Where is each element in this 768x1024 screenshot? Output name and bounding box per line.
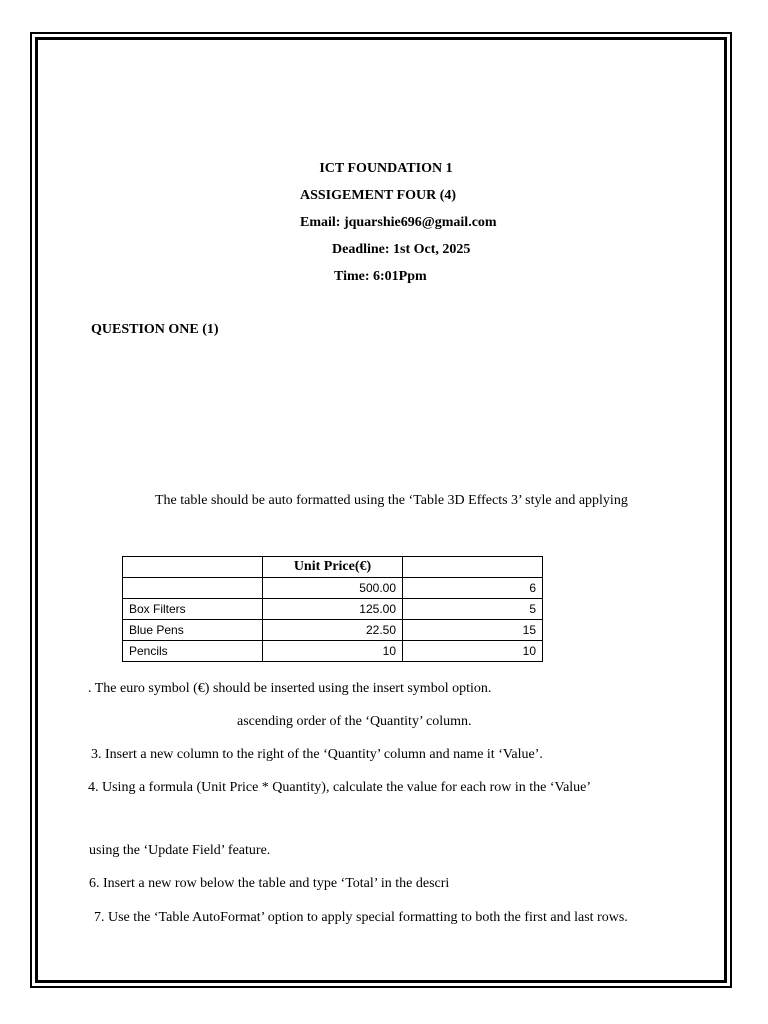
page-border-inner xyxy=(35,37,727,983)
table-header-cell xyxy=(123,557,263,578)
table-cell: 500.00 xyxy=(263,578,403,599)
table-cell: Blue Pens xyxy=(123,620,263,641)
instruction-line: 7. Use the ‘Table AutoFormat’ option to apply special formatting to both the first and last rows. xyxy=(94,910,628,925)
table-cell xyxy=(123,578,263,599)
instruction-line: ascending order of the ‘Quantity’ column. xyxy=(237,714,472,729)
table-cell: 5 xyxy=(403,599,543,620)
instruction-line: using the ‘Update Field’ feature. xyxy=(89,843,271,858)
time-line: Time: 6:01Ppm xyxy=(334,269,427,284)
table-cell: 6 xyxy=(403,578,543,599)
email-line: Email: jquarshie696@gmail.com xyxy=(300,215,497,230)
table-row xyxy=(123,599,543,620)
table-header-cell: Unit Price(€) xyxy=(263,557,403,578)
instruction-intro: The table should be auto formatted using the ‘Table 3D Effects 3’ style and applying xyxy=(155,493,628,508)
table-cell: Pencils xyxy=(123,641,263,662)
price-table xyxy=(122,556,543,662)
table-header-row xyxy=(123,557,543,578)
table-row xyxy=(123,641,543,662)
question-heading: QUESTION ONE (1) xyxy=(91,322,219,337)
instruction-line: . The euro symbol (€) should be inserted using the insert symbol option. xyxy=(88,681,492,696)
table-cell: 15 xyxy=(403,620,543,641)
instruction-line: 6. Insert a new row below the table and type ‘Total’ in the descri xyxy=(89,876,450,891)
deadline-line: Deadline: 1st Oct, 2025 xyxy=(332,242,471,257)
table-cell: 10 xyxy=(403,641,543,662)
table-header-cell xyxy=(403,557,543,578)
course-title: ICT FOUNDATION 1 xyxy=(319,161,453,176)
table-cell: Box Filters xyxy=(123,599,263,620)
table-row xyxy=(123,578,543,599)
table-cell: 125.00 xyxy=(263,599,403,620)
table-cell: 22.50 xyxy=(263,620,403,641)
table-cell: 10 xyxy=(263,641,403,662)
assignment-title: ASSIGEMENT FOUR (4) xyxy=(300,188,457,203)
instruction-line: 4. Using a formula (Unit Price * Quantity), calculate the value for each row in the ‘Value’ xyxy=(88,780,592,795)
instruction-line: 3. Insert a new column to the right of the ‘Quantity’ column and name it ‘Value’. xyxy=(91,747,543,762)
table-row xyxy=(123,620,543,641)
